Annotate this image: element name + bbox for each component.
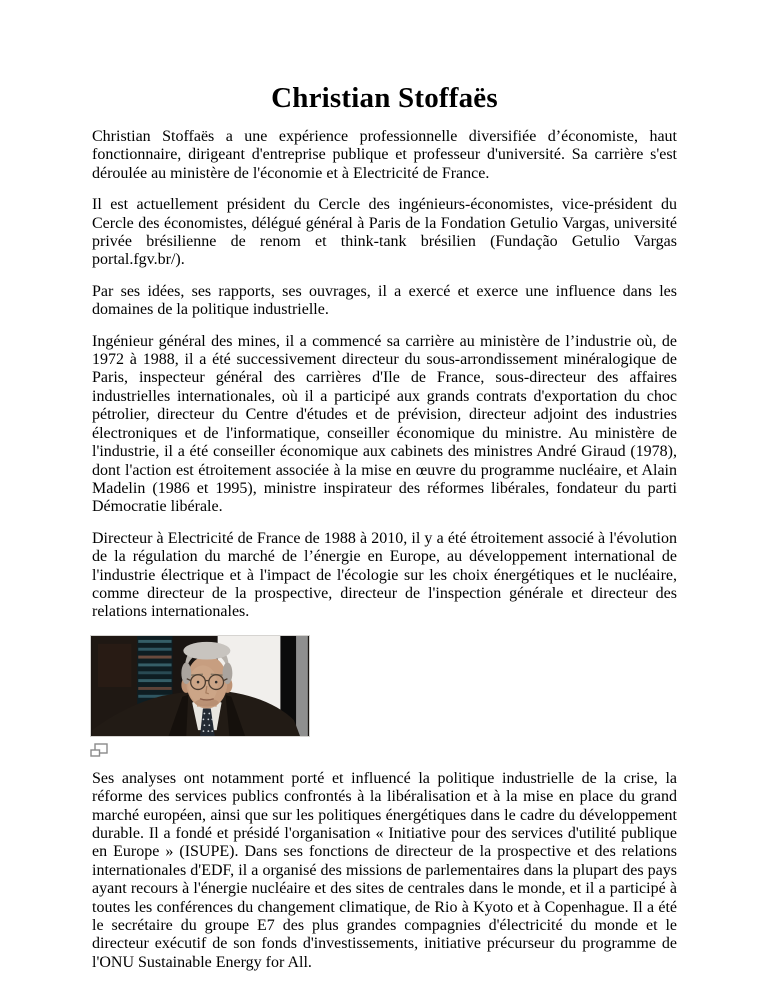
paragraph-intro: Christian Stoffaës a une expérience professionnelle diversifiée d’économiste, haut fonctionnaire, dirigeant d'entreprise publique et professeur d'université. Sa carrière s'est déroulée au ministère de l'économie et à Electricité de France. [92, 128, 677, 182]
paragraph-ministry-career: Ingénieur général des mines, il a commencé sa carrière au ministère de l’industrie où, de 1972 à 1988, il a été successivement directeur du sous-arrondissement minéralogique de Paris, inspecteur général des carrières d'Ile de France, sous-directeur des affaires industrielles internationales, où il a participé aux grands contrats d'exportation du choc pétrolier, directeur du Centre d'études et de prévision, directeur adjoint des industries électroniques et de l'informatique, conseiller économique du ministre. Au ministère de l'industrie, il a été conseiller économique aux cabinets des ministres André Giraud (1978), dont l'action est étroitement associée à la mise en œuvre du programme nucléaire, et Alain Madelin (1986 et 1995), ministre inspirateur des réformes libérales, fondateur du parti Démocratie libérale. [92, 332, 677, 516]
paragraph-edf-career: Directeur à Electricité de France de 1988 à 2010, il y a été étroitement associé à l'évolution de la régulation du marché de l’énergie en Europe, au développement international de l'industrie électrique et à l'impact de l'écologie sur les choix énergétiques et le nucléaire, comme directeur de la prospective, directeur de l'inspection générale et directeur des relations internationales. [92, 529, 677, 621]
paragraph-influence: Par ses idées, ses rapports, ses ouvrages, il a exercé et exerce une influence dans les domaines de la politique industrielle. [92, 282, 677, 319]
overlapping-windows-icon[interactable] [90, 743, 108, 757]
paragraph-current-positions: Il est actuellement président du Cercle des ingénieurs-économistes, vice-président du Cercle des économistes, délégué général à Paris de la Fondation Getulio Vargas, université privée brésilienne de renom et think-tank brésilien (Fundação Getulio Vargas portal.fgv.br/). [92, 196, 677, 269]
photo-block [90, 635, 677, 757]
portrait-photo[interactable] [90, 635, 310, 737]
paragraph-analyses: Ses analyses ont notamment porté et influencé la politique industrielle de la crise, la réforme des services publics confrontés à la libéralisation et à la mise en place du grand marché européen, ainsi que sur les politiques énergétiques dans le cadre du développement durable. Il a fondé et présidé l'organisation « Initiative pour des services d'utilité publique en Europe » (ISUPE). Dans ses fonctions de directeur de la prospective et des relations internationales d'EDF, il a organisé des missions de parlementaires dans la plupart des pays ayant recours à l'énergie nucléaire et des sites de centrales dans le monde, et il a participé à toutes les conférences du changement climatique, de Rio à Kyoto et à Copenhague. Il a été le secrétaire du groupe E7 des plus grandes compagnies d'électricité du monde et le directeur exécutif de son fonds d'investissements, initiative précurseur du programme de l'ONU Sustainable Energy for All. [92, 769, 677, 971]
page-title: Christian Stoffaës [271, 82, 498, 114]
portrait-photo-graphic [91, 636, 309, 736]
